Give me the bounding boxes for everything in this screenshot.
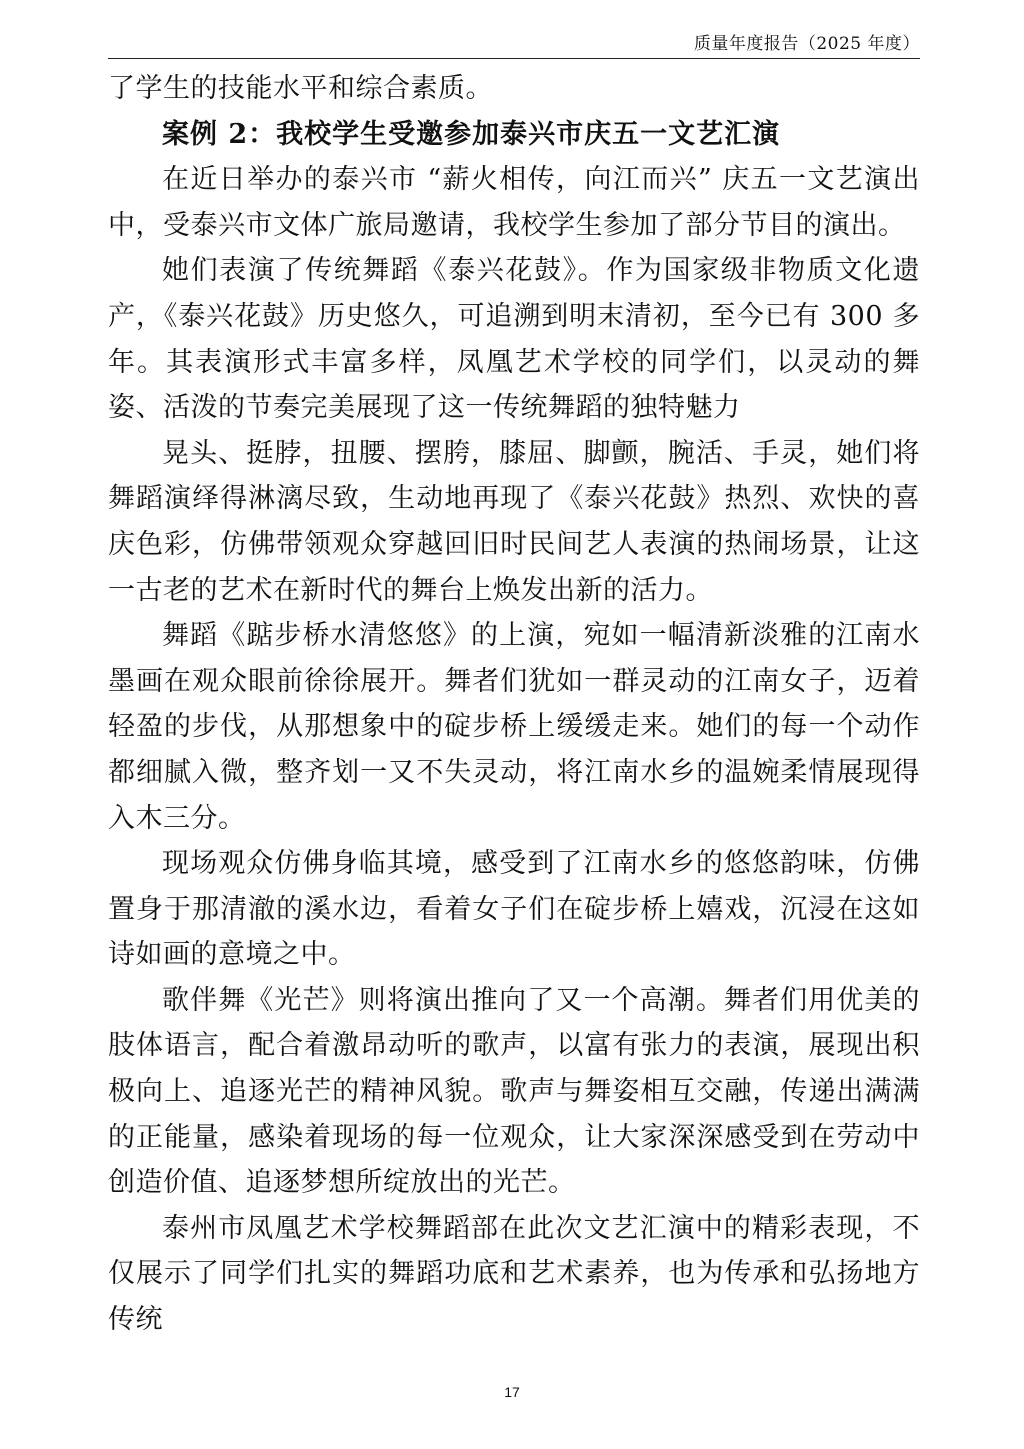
page-header bbox=[108, 30, 920, 59]
body-paragraph: 舞蹈《踮步桥水清悠悠》的上演，宛如一幅清新淡雅的江南水墨画在观众眼前徐徐展开。舞者们犹如一群灵动的江南女子，迈着轻盈的步伐，从那想象中的碇步桥上缓缓走来。她们的每一个动作都细腻入微，整齐划一又不失灵动，将江南水乡的温婉柔情展现得入木三分。 bbox=[108, 620, 920, 834]
document-body bbox=[108, 66, 920, 1343]
body-paragraph: 现场观众仿佛身临其境，感受到了江南水乡的悠悠韵味，仿佛置身于那清澈的溪水边，看着女子们在碇步桥上嬉戏，沉浸在这如诗如画的意境之中。 bbox=[108, 848, 920, 971]
body-paragraph: 在近日举办的泰兴市 “薪火相传，向江而兴” 庆五一文艺演出中，受泰兴市文体广旅局邀请，我校学生参加了部分节目的演出。 bbox=[108, 164, 920, 241]
header-title: 质量年度报告（2025 年度） bbox=[693, 34, 920, 54]
body-paragraph: 泰州市凤凰艺术学校舞蹈部在此次文艺汇演中的精彩表现，不仅展示了同学们扎实的舞蹈功底和艺术素养，也为传承和弘扬地方传统 bbox=[108, 1212, 920, 1336]
page-number: 17 bbox=[504, 1384, 520, 1400]
body-paragraph: 晃头、挺脖，扭腰、摆胯，膝屈、脚颤，腕活、手灵，她们将舞蹈演绎得淋漓尽致，生动地再现了《泰兴花鼓》热烈、欢快的喜庆色彩，仿佛带领观众穿越回旧时民间艺人表演的热闹场景，让这一古老的艺术在新时代的舞台上焕发出新的活力。 bbox=[108, 437, 920, 606]
continuation-paragraph: 了学生的技能水平和综合素质。 bbox=[108, 73, 493, 104]
body-paragraph: 歌伴舞《光芒》则将演出推向了又一个高潮。舞者们用优美的肢体语言，配合着激昂动听的歌声，以富有张力的表演，展现出积极向上、追逐光芒的精神风貌。歌声与舞姿相互交融，传递出满满的正能量，感染着现场的每一位观众，让大家深深感受到在劳动中创造价值、追逐梦想所绽放出的光芒。 bbox=[108, 984, 920, 1199]
case-heading: 案例 2：我校学生受邀参加泰兴市庆五一文艺汇演 bbox=[162, 118, 781, 150]
body-paragraph: 她们表演了传统舞蹈《泰兴花鼓》。作为国家级非物质文化遗产，《泰兴花鼓》历史悠久，可追溯到明末清初，至今已有 300 多年。其表演形式丰富多样，凤凰艺术学校的同学们，以灵动的舞姿、活泼的节奏完美展现了这一传统舞蹈的独特魅力 bbox=[108, 255, 920, 424]
